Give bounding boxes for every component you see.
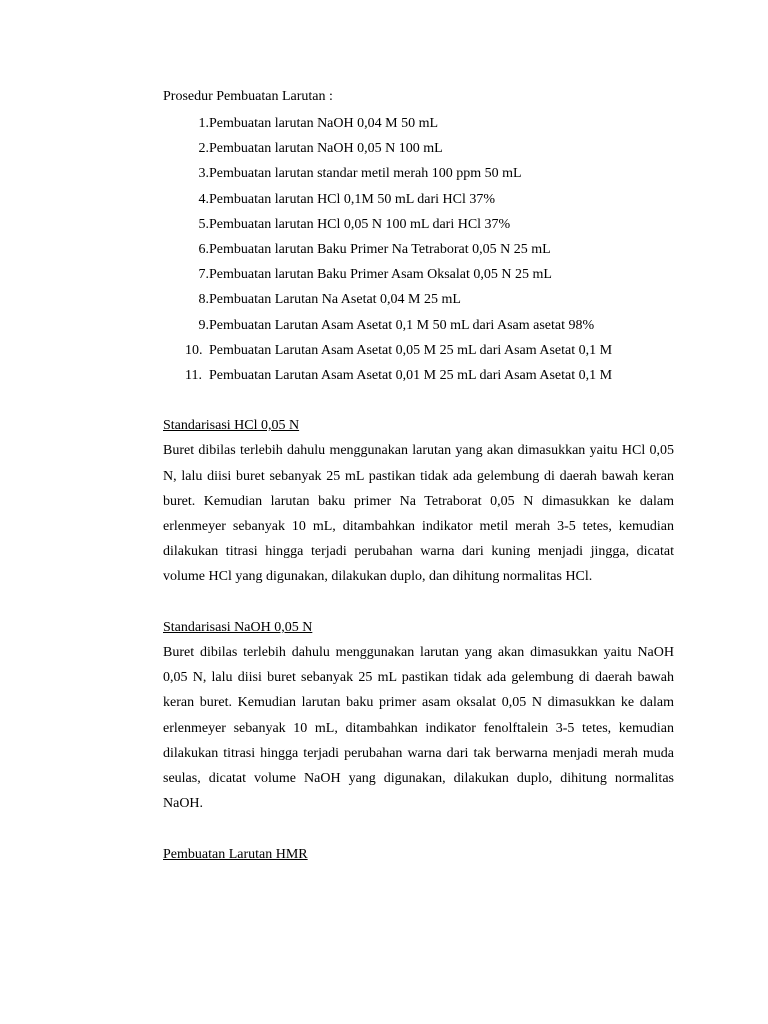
list-text: Pembuatan Larutan Asam Asetat 0,05 M 25 mL dari Asam Asetat 0,1 M — [209, 342, 613, 358]
section-heading-hcl: Standarisasi HCl 0,05 N — [163, 418, 300, 434]
list-number: 4. — [198, 191, 209, 207]
spacer — [163, 590, 674, 615]
spacer — [163, 388, 674, 413]
list-number: 2. — [198, 141, 209, 157]
list-item — [163, 262, 674, 287]
list-text: Pembuatan Larutan Na Asetat 0,04 M 25 mL — [209, 292, 461, 308]
list-text: Pembuatan Larutan Asam Asetat 0,01 M 25 mL dari Asam Asetat 0,1 M — [209, 367, 613, 383]
list-number: 7. — [198, 267, 209, 283]
list-item — [163, 287, 674, 312]
section-naoh — [163, 615, 674, 817]
section-heading-hmr: Pembuatan Larutan HMR — [163, 846, 308, 862]
list-number: 11. — [185, 367, 202, 383]
list-number: 5. — [198, 216, 209, 232]
list-number: 3. — [198, 166, 209, 182]
list-item — [163, 313, 674, 338]
section-hmr — [163, 842, 674, 867]
list-item — [163, 161, 674, 186]
list-text: Pembuatan larutan NaOH 0,05 N 100 mL — [209, 141, 443, 157]
document-content — [163, 86, 674, 867]
list-text: Pembuatan larutan Baku Primer Na Tetraborat 0,05 N 25 mL — [209, 241, 551, 257]
section-hcl — [163, 413, 674, 589]
list-number: 9. — [198, 317, 209, 333]
list-number: 1. — [198, 116, 209, 131]
list-text: Pembuatan larutan Baku Primer Asam Oksalat 0,05 N 25 mL — [209, 267, 552, 283]
list-text: Pembuatan larutan HCl 0,05 N 100 mL dari HCl 37% — [209, 216, 511, 232]
procedure-list — [163, 111, 674, 388]
list-item — [163, 111, 674, 136]
list-text: Pembuatan larutan NaOH 0,04 M 50 mL — [209, 116, 439, 131]
list-text: Pembuatan Larutan Asam Asetat 0,1 M 50 mL dari Asam asetat 98% — [209, 317, 595, 333]
section-body-hcl: Buret dibilas terlebih dahulu menggunakan larutan yang akan dimasukkan yaitu HCl 0,05 N, lalu diisi buret sebanyak 25 mL pastikan tidak ada gelembung di daerah bawah keran buret. Kemudian larutan baku primer Na Tetraborat 0,05 N dimasukkan ke dalam erlenmeyer sebanyak 10 mL, ditambahkan indikator metil merah 3-5 tetes, kemudian dilakukan titrasi hingga terjadi perubahan warna dari kuning menjadi jingga, dicatat volume HCl yang digunakan, dilakukan duplo, dan dihitung normalitas HCl. — [163, 443, 674, 585]
list-item — [163, 187, 674, 212]
section-body-naoh: Buret dibilas terlebih dahulu menggunakan larutan yang akan dimasukkan yaitu NaOH 0,05 N, lalu diisi buret sebanyak 25 mL pastikan tidak ada gelembung di daerah bawah keran buret. Kemudian larutan baku primer asam oksalat 0,05 N dimasukkan ke dalam erlenmeyer sebanyak 10 mL, ditambahkan indikator fenolftalein 3-5 tetes, kemudian dilakukan titrasi hingga terjadi perubahan warna dari tak berwarna menjadi merah muda seulas, dicatat volume NaOH yang digunakan, dilakukan duplo, dihitung normalitas NaOH. — [163, 645, 674, 812]
list-item — [163, 237, 674, 262]
list-item — [163, 136, 674, 161]
list-item — [163, 212, 674, 237]
procedure-intro: Prosedur Pembuatan Larutan : — [163, 89, 333, 104]
spacer — [163, 816, 674, 841]
list-text: Pembuatan larutan standar metil merah 100 ppm 50 mL — [209, 166, 522, 182]
list-number: 6. — [198, 241, 209, 257]
list-item — [163, 338, 674, 363]
list-text: Pembuatan larutan HCl 0,1M 50 mL dari HCl 37% — [209, 191, 496, 207]
list-number: 10. — [185, 342, 203, 358]
list-number: 8. — [198, 292, 209, 308]
section-heading-naoh: Standarisasi NaOH 0,05 N — [163, 619, 313, 635]
list-item — [163, 363, 674, 388]
